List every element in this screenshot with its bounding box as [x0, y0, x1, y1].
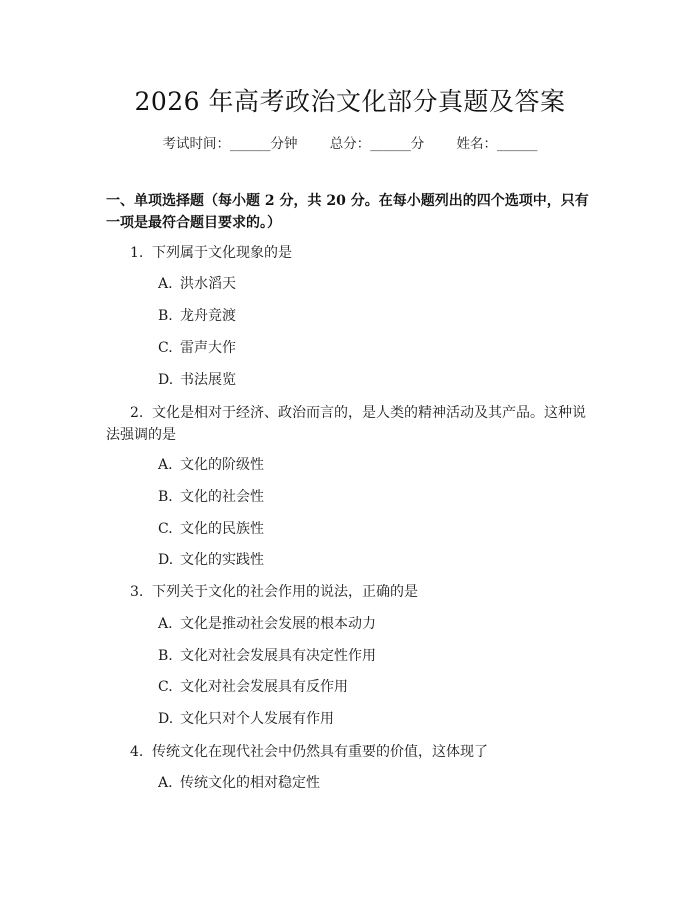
question-1 [106, 242, 596, 264]
option-text: 文化对社会发展具有决定性作用 [180, 648, 376, 664]
option-2c [158, 518, 264, 540]
option-letter: A. [158, 775, 173, 791]
option-text: 文化的阶级性 [180, 457, 264, 473]
option-text: 书法展览 [180, 372, 236, 388]
option-letter: C. [158, 679, 173, 695]
option-text: 文化只对个人发展有作用 [180, 711, 334, 727]
exam-time-field: 考试时间：______分钟 [162, 136, 298, 152]
option-letter: A. [158, 276, 173, 292]
question-number: 2. [130, 405, 144, 421]
option-text: 文化的社会性 [180, 489, 264, 505]
option-letter: C. [158, 521, 173, 537]
question-3 [106, 581, 596, 603]
option-letter: D. [158, 372, 174, 388]
option-3d [158, 708, 334, 730]
question-stem: 文化是相对于经济、政治而言的，是人类的精神活动及其产品。这种说法强调的是 [106, 405, 586, 443]
option-letter: D. [158, 711, 174, 727]
option-letter: A. [158, 457, 173, 473]
option-text: 洪水滔天 [180, 276, 236, 292]
option-text: 传统文化的相对稳定性 [180, 775, 320, 791]
page-title: 2026 年高考政治文化部分真题及答案 [134, 87, 566, 116]
total-score-field: 总分：______分 [329, 136, 425, 152]
student-name-field: 姓名：______ [456, 136, 538, 152]
option-3b [158, 645, 376, 667]
option-text: 文化对社会发展具有反作用 [180, 679, 348, 695]
option-text: 雷声大作 [180, 340, 236, 356]
section-header: 一、单项选择题（每小题 2 分，共 20 分。在每小题列出的四个选项中，只有一项是最符合题目要求的。） [106, 193, 589, 231]
option-1d [158, 369, 236, 391]
option-1c [158, 337, 236, 359]
option-letter: D. [158, 552, 174, 568]
option-letter: B. [158, 648, 173, 664]
option-letter: B. [158, 308, 173, 324]
question-number: 3. [130, 584, 144, 600]
option-text: 文化的民族性 [180, 521, 264, 537]
question-stem: 传统文化在现代社会中仍然具有重要的价值，这体现了 [152, 744, 488, 760]
option-2a [158, 454, 264, 476]
option-text: 龙舟竞渡 [180, 308, 236, 324]
option-3a [158, 613, 376, 635]
exam-meta [0, 132, 700, 152]
question-4 [106, 741, 596, 763]
option-letter: C. [158, 340, 173, 356]
option-text: 文化是推动社会发展的根本动力 [180, 616, 376, 632]
option-letter: B. [158, 489, 173, 505]
question-stem: 下列属于文化现象的是 [152, 245, 292, 261]
option-4a [158, 772, 320, 794]
option-1a [158, 273, 236, 295]
question-number: 4. [130, 744, 144, 760]
option-2b [158, 486, 264, 508]
option-letter: A. [158, 616, 173, 632]
question-stem: 下列关于文化的社会作用的说法，正确的是 [152, 584, 418, 600]
option-3c [158, 676, 348, 698]
option-2d [158, 549, 264, 571]
question-number: 1. [130, 245, 144, 261]
option-text: 文化的实践性 [180, 552, 264, 568]
option-1b [158, 305, 236, 327]
question-2 [106, 402, 596, 446]
